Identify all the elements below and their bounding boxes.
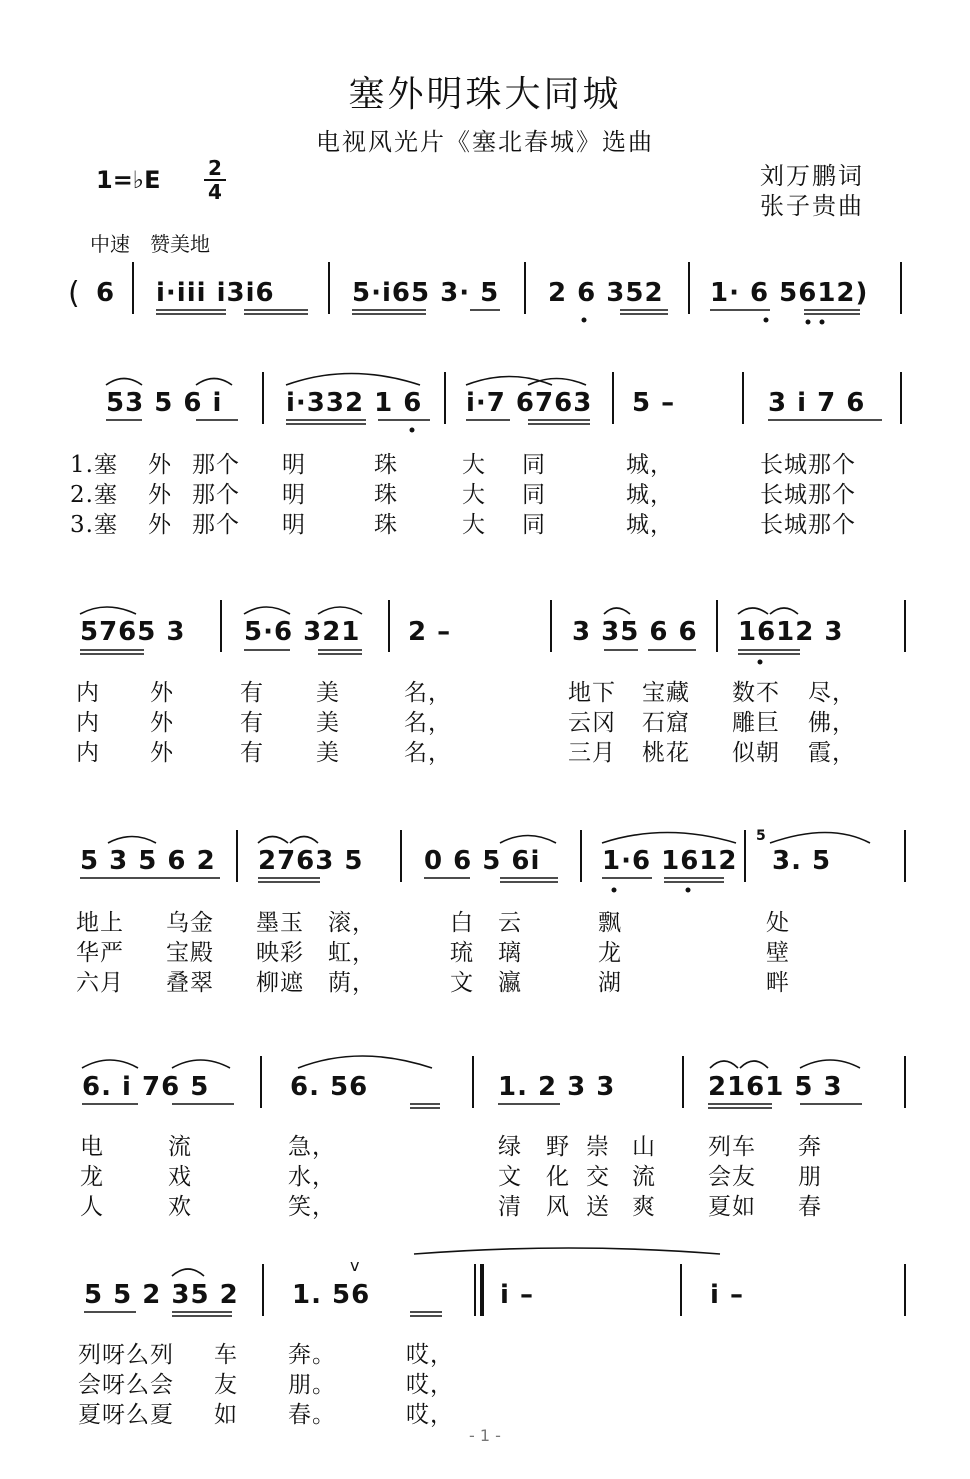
lyric-word: 长城那个 xyxy=(760,452,856,478)
lyric-word: 同 xyxy=(522,512,546,538)
composer-credit: 张子贵曲 xyxy=(760,192,864,220)
lyric-word: 龙 xyxy=(598,940,622,966)
lyric-word: 湖 xyxy=(598,970,622,996)
measure: 1· 6 5612) xyxy=(710,278,869,308)
lyric-word: 霞， xyxy=(808,740,856,766)
lyric-word: 大 xyxy=(462,512,486,538)
measure: 1. 2 3 3 xyxy=(498,1072,616,1102)
lyric-word: 有 xyxy=(240,740,264,766)
lyric-word: 那个 xyxy=(192,512,240,538)
lyric-word: 琉 xyxy=(450,940,474,966)
lyric-word: 荫， xyxy=(328,970,376,996)
measure: 5·i65 3· 5 xyxy=(352,278,500,308)
measure: 6. i 76 5 xyxy=(82,1072,210,1102)
song-subtitle: 电视风光片《塞北春城》选曲 xyxy=(316,128,654,156)
measure: i·332 1 6 xyxy=(286,388,423,418)
lyric-word: 柳遮 xyxy=(256,970,304,996)
lyric-word: 列呀么列 xyxy=(78,1342,174,1368)
lyric-word: 夏如 xyxy=(708,1194,756,1220)
measure: 0 6 5 6i xyxy=(424,846,541,876)
lyric-word: 外 xyxy=(150,740,174,766)
lyric-word: 大 xyxy=(462,482,486,508)
lyric-word: 2.塞 xyxy=(70,482,118,508)
lyric-word: 有 xyxy=(240,710,264,736)
lyric-word: 珠 xyxy=(374,482,398,508)
measure: 1. 56 xyxy=(292,1280,371,1310)
lyric-word: 佛， xyxy=(808,710,856,736)
lyric-word: 尽， xyxy=(808,680,856,706)
lyric-word: 化 xyxy=(546,1164,570,1190)
lyric-word: 雕巨 xyxy=(732,710,780,736)
lyric-word: 乌金 xyxy=(166,910,214,936)
lyric-word: 外 xyxy=(150,680,174,706)
lyric-word: 美 xyxy=(316,710,340,736)
lyric-word: 有 xyxy=(240,680,264,706)
lyric-word: 奔。 xyxy=(288,1342,336,1368)
lyric-word: 外 xyxy=(148,512,172,538)
lyric-word: 朋。 xyxy=(288,1372,336,1398)
key-signature: 1=♭E xyxy=(96,166,161,194)
lyric-word: 地上 xyxy=(76,910,124,936)
lyric-word: 城， xyxy=(626,452,674,478)
lyric-word: 外 xyxy=(148,452,172,478)
lyric-word: 美 xyxy=(316,740,340,766)
lyric-word: 欢 xyxy=(168,1194,192,1220)
measure: 1612 3 xyxy=(738,617,844,647)
lyric-word: 列车 xyxy=(708,1134,756,1160)
lyric-word: 六月 xyxy=(76,970,124,996)
lyric-word: 名， xyxy=(404,740,452,766)
lyric-word: 送 xyxy=(586,1194,610,1220)
lyric-word: 水， xyxy=(288,1164,336,1190)
lyric-word: 交 xyxy=(586,1164,610,1190)
measure: i – xyxy=(710,1280,744,1310)
lyric-word: 流 xyxy=(632,1164,656,1190)
measure: i·7 6763 xyxy=(466,388,593,418)
lyric-word: 1.塞 xyxy=(70,452,118,478)
lyric-word: 外 xyxy=(150,710,174,736)
song-title: 塞外明珠大同城 xyxy=(348,74,622,115)
intro-open-paren: ( xyxy=(68,276,81,311)
lyric-word: 明 xyxy=(282,452,306,478)
breath-mark: v xyxy=(350,1256,360,1275)
lyric-word: 急， xyxy=(288,1134,336,1160)
measure: 5 3 5 6 2 xyxy=(80,846,216,876)
tempo-marking: 中速 赞美地 xyxy=(90,232,210,256)
lyric-word: 云冈 xyxy=(568,710,616,736)
measure: 6. 56 xyxy=(290,1072,369,1102)
lyric-word: 春 xyxy=(798,1194,822,1220)
lyric-word: 哎， xyxy=(406,1372,454,1398)
lyric-word: 哎， xyxy=(406,1342,454,1368)
lyric-word: 崇 xyxy=(586,1134,610,1160)
lyric-word: 名， xyxy=(404,680,452,706)
lyric-word: 友 xyxy=(214,1372,238,1398)
measure: 5765 3 xyxy=(80,617,186,647)
time-signature-bottom: 4 xyxy=(208,180,222,204)
lyric-word: 文 xyxy=(450,970,474,996)
lyric-word: 笑， xyxy=(288,1194,336,1220)
measure: 3. 5 xyxy=(772,846,832,876)
lyric-word: 璃 xyxy=(498,940,522,966)
lyric-word: 3.塞 xyxy=(70,512,118,538)
lyric-word: 桃花 xyxy=(642,740,690,766)
lyric-word: 那个 xyxy=(192,452,240,478)
lyric-word: 飘 xyxy=(598,910,622,936)
lyric-word: 宝殿 xyxy=(166,940,214,966)
lyric-word: 滚， xyxy=(328,910,376,936)
lyric-word: 城， xyxy=(626,512,674,538)
measure: 6 xyxy=(96,278,116,308)
lyric-word: 壁 xyxy=(766,940,790,966)
lyric-word: 戏 xyxy=(168,1164,192,1190)
lyric-word: 内 xyxy=(76,680,100,706)
lyric-word: 内 xyxy=(76,740,100,766)
lyric-word: 流 xyxy=(168,1134,192,1160)
measure: 1·6 1612 xyxy=(602,846,738,876)
lyric-word: 明 xyxy=(282,482,306,508)
lyric-word: 同 xyxy=(522,482,546,508)
lyric-word: 明 xyxy=(282,512,306,538)
lyric-word: 处 xyxy=(766,910,790,936)
lyric-word: 畔 xyxy=(766,970,790,996)
lyric-word: 石窟 xyxy=(642,710,690,736)
measure: i – xyxy=(500,1280,534,1310)
lyric-word: 朋 xyxy=(798,1164,822,1190)
measure: 53 5 6 i xyxy=(106,388,223,418)
measure: 5·6 321 xyxy=(244,617,361,647)
lyric-word: 美 xyxy=(316,680,340,706)
lyric-word: 长城那个 xyxy=(760,512,856,538)
lyric-word: 龙 xyxy=(80,1164,104,1190)
lyric-word: 珠 xyxy=(374,512,398,538)
measure: i·iii i3i6 xyxy=(156,278,275,308)
measure: 3 i 7 6 xyxy=(768,388,866,418)
lyric-word: 野 xyxy=(546,1134,570,1160)
lyric-word: 数不 xyxy=(732,680,780,706)
lyric-word: 奔 xyxy=(798,1134,822,1160)
lyric-word: 虹， xyxy=(328,940,376,966)
measure: 2 6 352 xyxy=(548,278,664,308)
lyric-word: 哎， xyxy=(406,1402,454,1428)
lyric-word: 风 xyxy=(546,1194,570,1220)
lyric-word: 车 xyxy=(214,1342,238,1368)
measure: 5 5 2 35 2 xyxy=(84,1280,239,1310)
lyric-word: 电 xyxy=(80,1134,104,1160)
lyric-word: 春。 xyxy=(288,1402,336,1428)
lyric-word: 会呀么会 xyxy=(78,1372,174,1398)
measure: 5 – xyxy=(632,388,676,418)
lyric-word: 外 xyxy=(148,482,172,508)
lyric-word: 云 xyxy=(498,910,522,936)
lyric-word: 同 xyxy=(522,452,546,478)
measure: 2 – xyxy=(408,617,452,647)
lyric-word: 映彩 xyxy=(256,940,304,966)
lyric-word: 大 xyxy=(462,452,486,478)
lyric-word: 瀛 xyxy=(498,970,522,996)
lyric-word: 绿 xyxy=(498,1134,522,1160)
measure: 2763 5 xyxy=(258,846,364,876)
lyric-word: 城， xyxy=(626,482,674,508)
lyric-word: 白 xyxy=(450,910,474,936)
lyric-word: 似朝 xyxy=(732,740,780,766)
lyric-word: 那个 xyxy=(192,482,240,508)
lyric-word: 山 xyxy=(632,1134,656,1160)
lyric-word: 珠 xyxy=(374,452,398,478)
measure: 2161 5 3 xyxy=(708,1072,843,1102)
lyric-word: 华严 xyxy=(76,940,124,966)
lyric-word: 夏呀么夏 xyxy=(78,1402,174,1428)
lyric-word: 文 xyxy=(498,1164,522,1190)
lyric-word: 爽 xyxy=(632,1194,656,1220)
page-number: - 1 - xyxy=(469,1426,501,1445)
lyric-word: 宝藏 xyxy=(642,680,690,706)
lyric-word: 会友 xyxy=(708,1164,756,1190)
time-signature-top: 2 xyxy=(208,156,222,180)
lyric-word: 清 xyxy=(498,1194,522,1220)
lyric-word: 内 xyxy=(76,710,100,736)
lyric-word: 地下 xyxy=(568,680,616,706)
lyric-word: 人 xyxy=(80,1194,104,1220)
lyric-word: 墨玉 xyxy=(256,910,304,936)
lyricist-credit: 刘万鹏词 xyxy=(760,162,864,190)
grace-note: 5 xyxy=(756,828,767,844)
lyric-word: 名， xyxy=(404,710,452,736)
lyric-word: 叠翠 xyxy=(166,970,214,996)
measure: 3 35 6 6 xyxy=(572,617,698,647)
lyric-word: 三月 xyxy=(568,740,616,766)
lyric-word: 如 xyxy=(214,1402,238,1428)
lyric-word: 长城那个 xyxy=(760,482,856,508)
